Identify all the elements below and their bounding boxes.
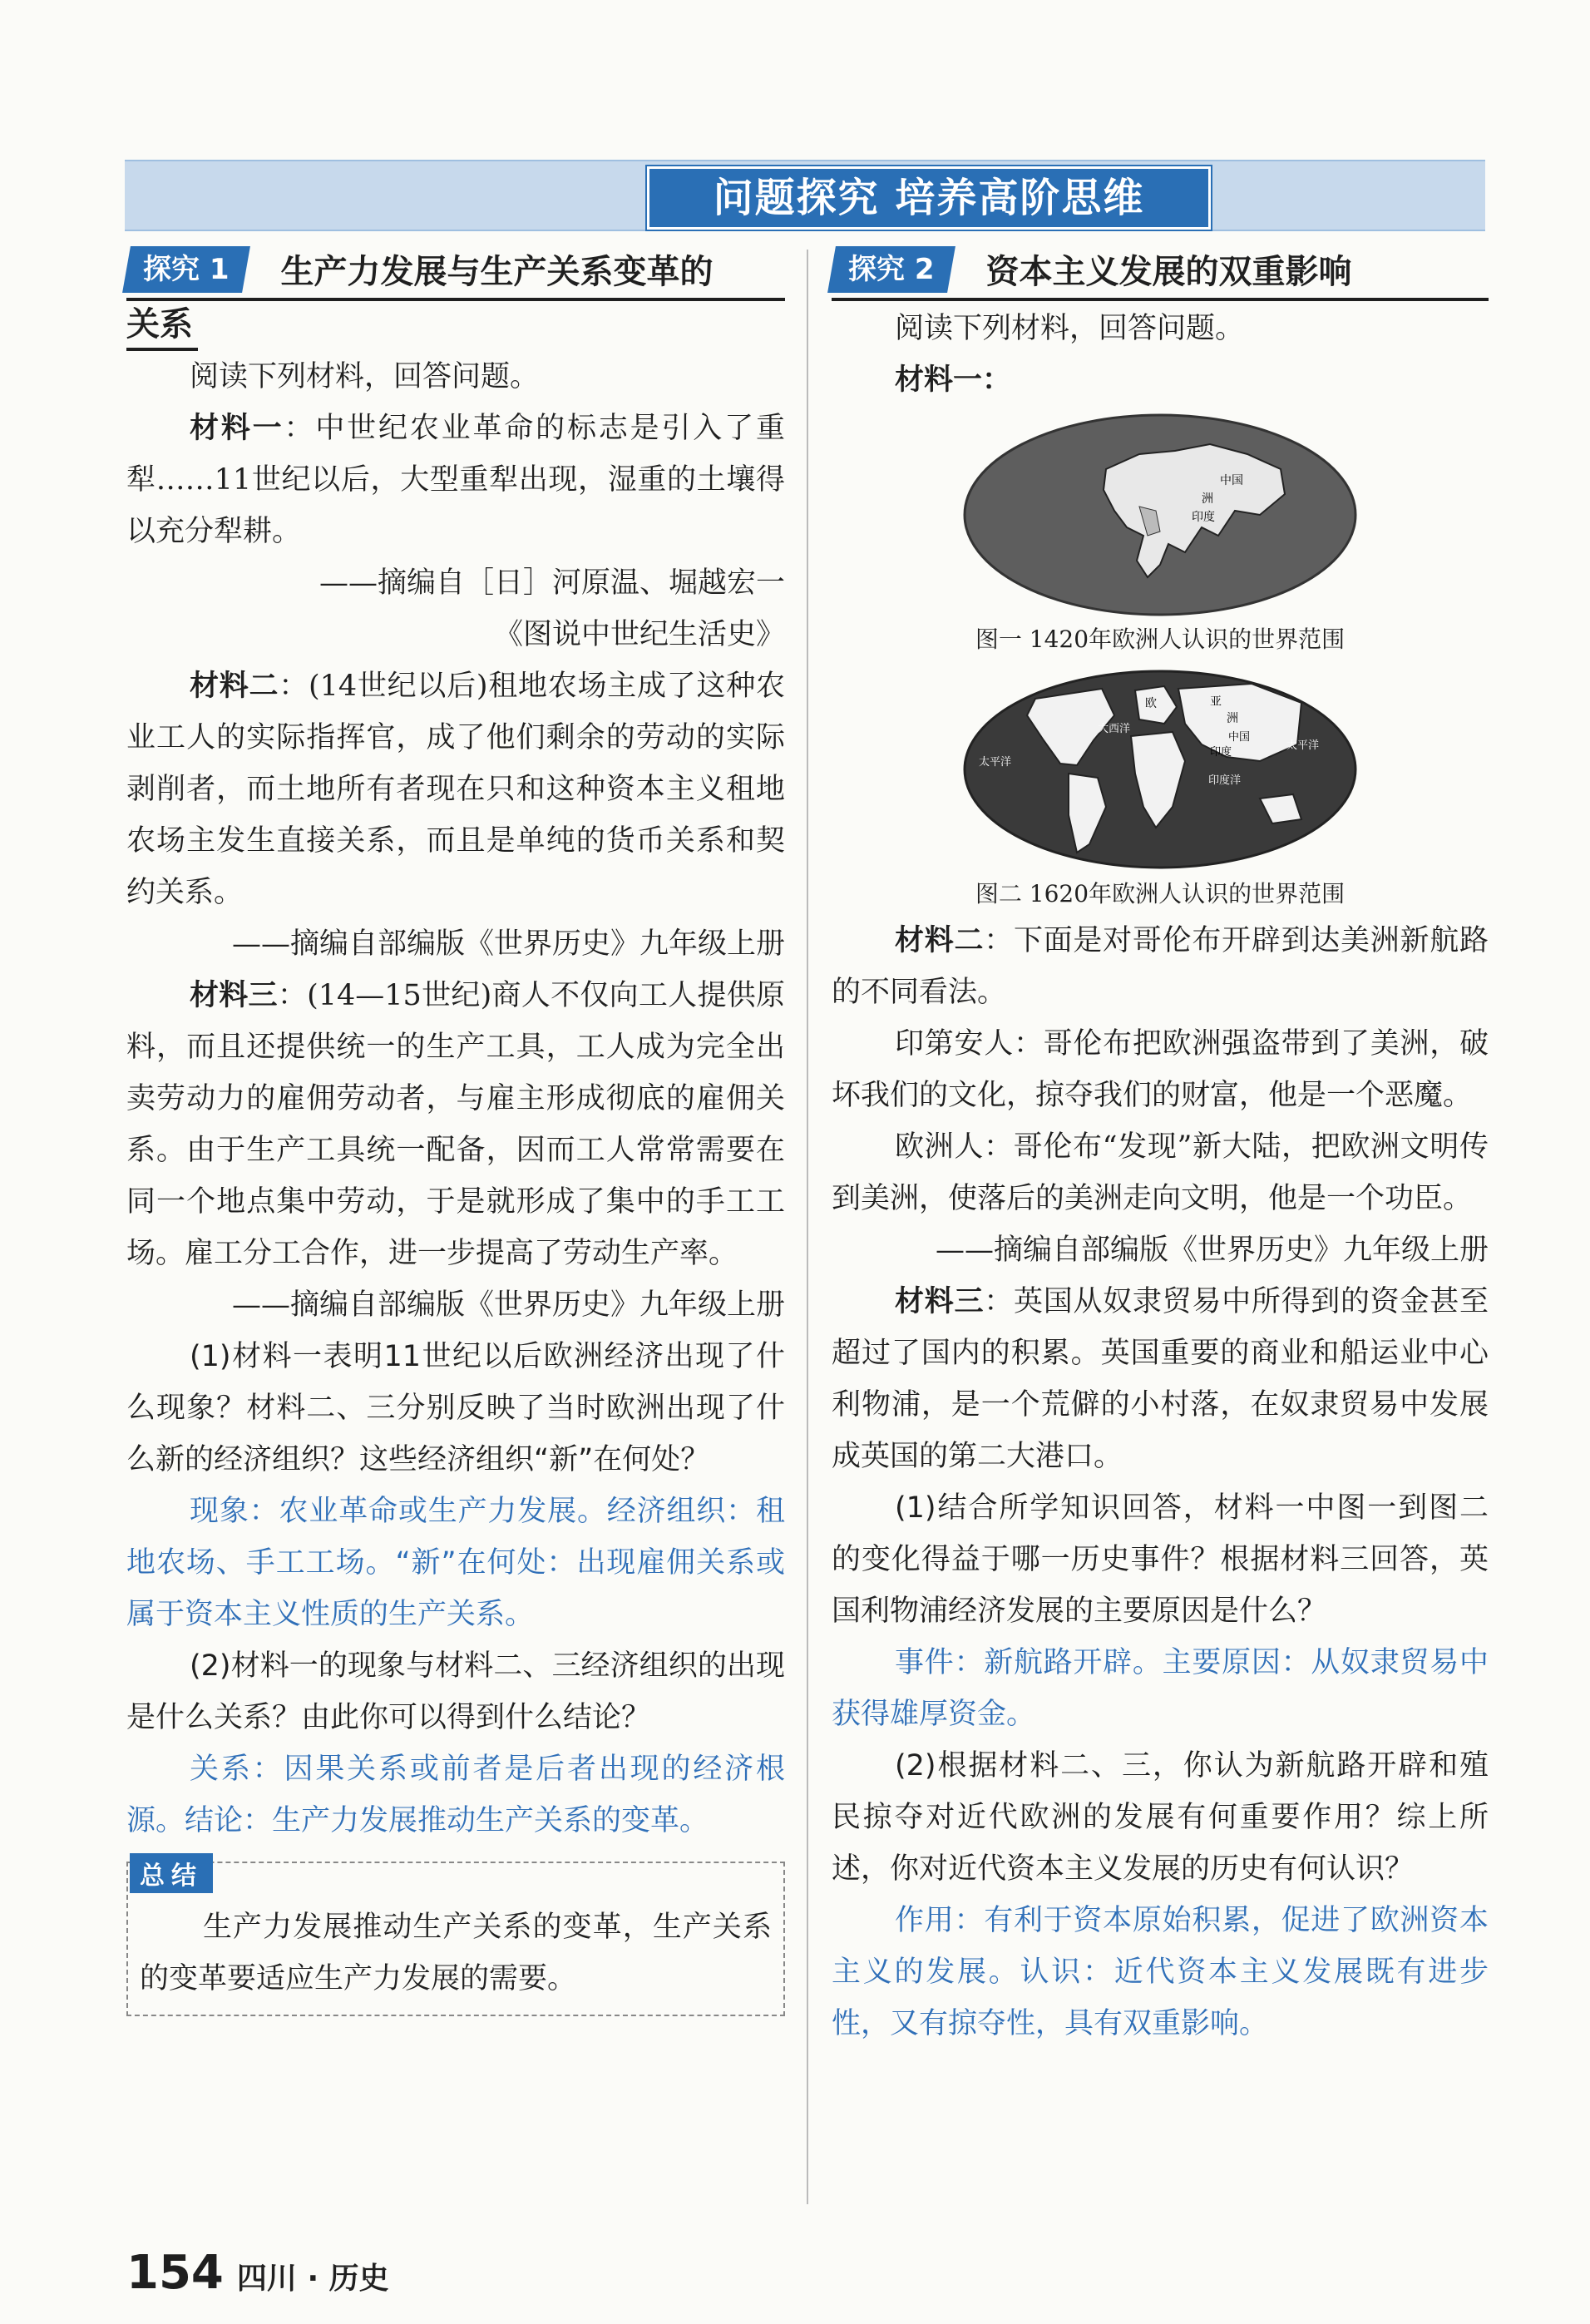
map-1620-label-2: 洲 bbox=[1227, 712, 1238, 725]
map-1620-label-5: 印度 bbox=[1210, 746, 1232, 759]
inquiry-1-tag: 探究 1 bbox=[122, 246, 249, 293]
map-1620-label-6: 太平洋 bbox=[979, 756, 1012, 769]
column-divider bbox=[807, 250, 808, 2204]
inquiry-1-title-cont: 关系 bbox=[126, 301, 198, 351]
summary-text: 生产力发展推动生产关系的变革，生产关系的变革要适应生产力发展的需要。 bbox=[140, 1911, 772, 1995]
material-2: 材料二：(14世纪以后)租地农场主成了这种农业工人的实际指挥官，成了他们剩余的劳动的实际剥削者，而土地所有者现在只和这种资本主义租地农场主发生直接关系，而且是单纯的货币关系和契约关系。 bbox=[126, 670, 785, 909]
banner-title: 问题探究 培养高阶思维 bbox=[647, 166, 1211, 230]
map-1620-label-7: 印度洋 bbox=[1208, 774, 1242, 787]
map-1420-label-0: 中国 bbox=[1220, 474, 1243, 487]
material-2-right-source: ——摘编自部编版《世界历史》九年级上册 bbox=[935, 1234, 1489, 1267]
summary-tag: 总结 bbox=[130, 1853, 213, 1893]
page-footer bbox=[126, 2246, 389, 2300]
map-1620-label-3: 大西洋 bbox=[1098, 723, 1131, 735]
map-1420 bbox=[832, 411, 1489, 619]
map-1620 bbox=[832, 665, 1489, 873]
intro: 阅读下列材料，回答问题。 bbox=[190, 360, 540, 393]
material-1-source: ——摘编自［日］河原温、堀越宏一 bbox=[318, 566, 785, 600]
question-1: (1)材料一表明11世纪以后欧洲经济出现了什么现象？材料二、三分别反映了当时欧洲出现了什么新的经济组织？这些经济组织“新”在何处？ bbox=[126, 1340, 785, 1476]
summary-box bbox=[126, 1862, 785, 2016]
map-1620-label-4: 中国 bbox=[1228, 731, 1251, 744]
figure-1-caption: 图一 1420年欧洲人认识的世界范围 bbox=[975, 626, 1346, 653]
material-3: 材料三：(14—15世纪)商人不仅向工人提供原料，而且还提供统一的生产工具，工人成为完全出卖劳动力的雇佣劳动者，与雇主形成彻底的雇佣关系。由于生产工具统一配备，因而工人常常需要在同一个地点集中劳动，于是就形成了集中的手工工场。雇工分工合作，进一步提高了劳动生产率。 bbox=[126, 979, 785, 1270]
map-1420-label-2: 印度 bbox=[1192, 511, 1215, 524]
question-1-right: (1)结合所学知识回答，材料一中图一到图二的变化得益于哪一历史事件？根据材料三回答，英国利物浦经济发展的主要原因是什么？ bbox=[832, 1491, 1489, 1628]
page-number: 154 bbox=[126, 2246, 224, 2300]
material-3-right: 材料三：英国从奴隶贸易中所得到的资金甚至超过了国内的积累。英国重要的商业和船运业中心利物浦，是一个荒僻的小村落，在奴隶贸易中发展成英国的第二大港口。 bbox=[832, 1285, 1489, 1473]
material-1-label: 材料一： bbox=[895, 363, 1012, 397]
intro-2: 阅读下列材料，回答问题。 bbox=[895, 312, 1245, 345]
map-1620-label-1: 亚 bbox=[1210, 695, 1222, 709]
inquiry-1-title: 生产力发展与生产关系变革的 bbox=[280, 253, 714, 291]
material-1-source-book: 《图说中世纪生活史》 bbox=[493, 618, 785, 651]
question-2-right: (2)根据材料二、三，你认为新航路开辟和殖民掠夺对近代欧洲的发展有何重要作用？综上所述，你对近代资本主义发展的历史有何认识？ bbox=[832, 1749, 1489, 1886]
material-2-source: ——摘编自部编版《世界历史》九年级上册 bbox=[231, 927, 785, 961]
material-2-european-view: 欧洲人：哥伦布“发现”新大陆，把欧洲文明传到美洲，使落后的美洲走向文明，他是一个功臣。 bbox=[832, 1130, 1489, 1215]
answer-2: 关系：因果关系或前者是后者出现的经济根源。结论：生产力发展推动生产关系的变革。 bbox=[126, 1753, 785, 1837]
inquiry-2 bbox=[832, 250, 1489, 2050]
inquiry-2-title: 资本主义发展的双重影响 bbox=[985, 253, 1352, 291]
question-2: (2)材料一的现象与材料二、三经济组织的出现是什么关系？由此你可以得到什么结论？ bbox=[126, 1649, 785, 1734]
map-1620-label-8: 太平洋 bbox=[1286, 739, 1320, 752]
section-banner bbox=[125, 160, 1485, 231]
inquiry-2-header bbox=[832, 250, 1489, 301]
material-1: 材料一：中世纪农业革命的标志是引入了重犁……11世纪以后，大型重犁出现，湿重的土壤得以充分犁耕。 bbox=[126, 412, 785, 548]
figure-2-caption: 图二 1620年欧洲人认识的世界范围 bbox=[975, 880, 1346, 907]
inquiry-1-header bbox=[126, 250, 785, 301]
inquiry-2-tag: 探究 2 bbox=[827, 246, 955, 293]
book-label: 四川 · 历史 bbox=[236, 2262, 389, 2296]
material-3-source: ——摘编自部编版《世界历史》九年级上册 bbox=[231, 1288, 785, 1322]
answer-2-right: 作用：有利于资本原始积累，促进了欧洲资本主义的发展。认识：近代资本主义发展既有进步性，又有掠夺性，具有双重影响。 bbox=[832, 1904, 1489, 2040]
map-1420-svg bbox=[960, 411, 1360, 619]
answer-1: 现象：农业革命或生产力发展。经济组织：租地农场、手工工场。“新”在何处：出现雇佣关系或属于资本主义性质的生产关系。 bbox=[126, 1495, 785, 1631]
answer-1-right: 事件：新航路开辟。主要原因：从奴隶贸易中获得雄厚资金。 bbox=[832, 1646, 1489, 1731]
map-1620-label-0: 欧 bbox=[1145, 697, 1157, 710]
map-1420-label-1: 洲 bbox=[1202, 492, 1213, 506]
material-2-indian-view: 印第安人：哥伦布把欧洲强盗带到了美洲，破坏我们的文化，掠夺我们的财富，他是一个恶魔。 bbox=[832, 1027, 1489, 1112]
material-2-right: 材料二：下面是对哥伦布开辟到达美洲新航路的不同看法。 bbox=[832, 924, 1489, 1009]
map-1620-svg bbox=[960, 665, 1360, 873]
inquiry-1 bbox=[126, 250, 785, 2016]
